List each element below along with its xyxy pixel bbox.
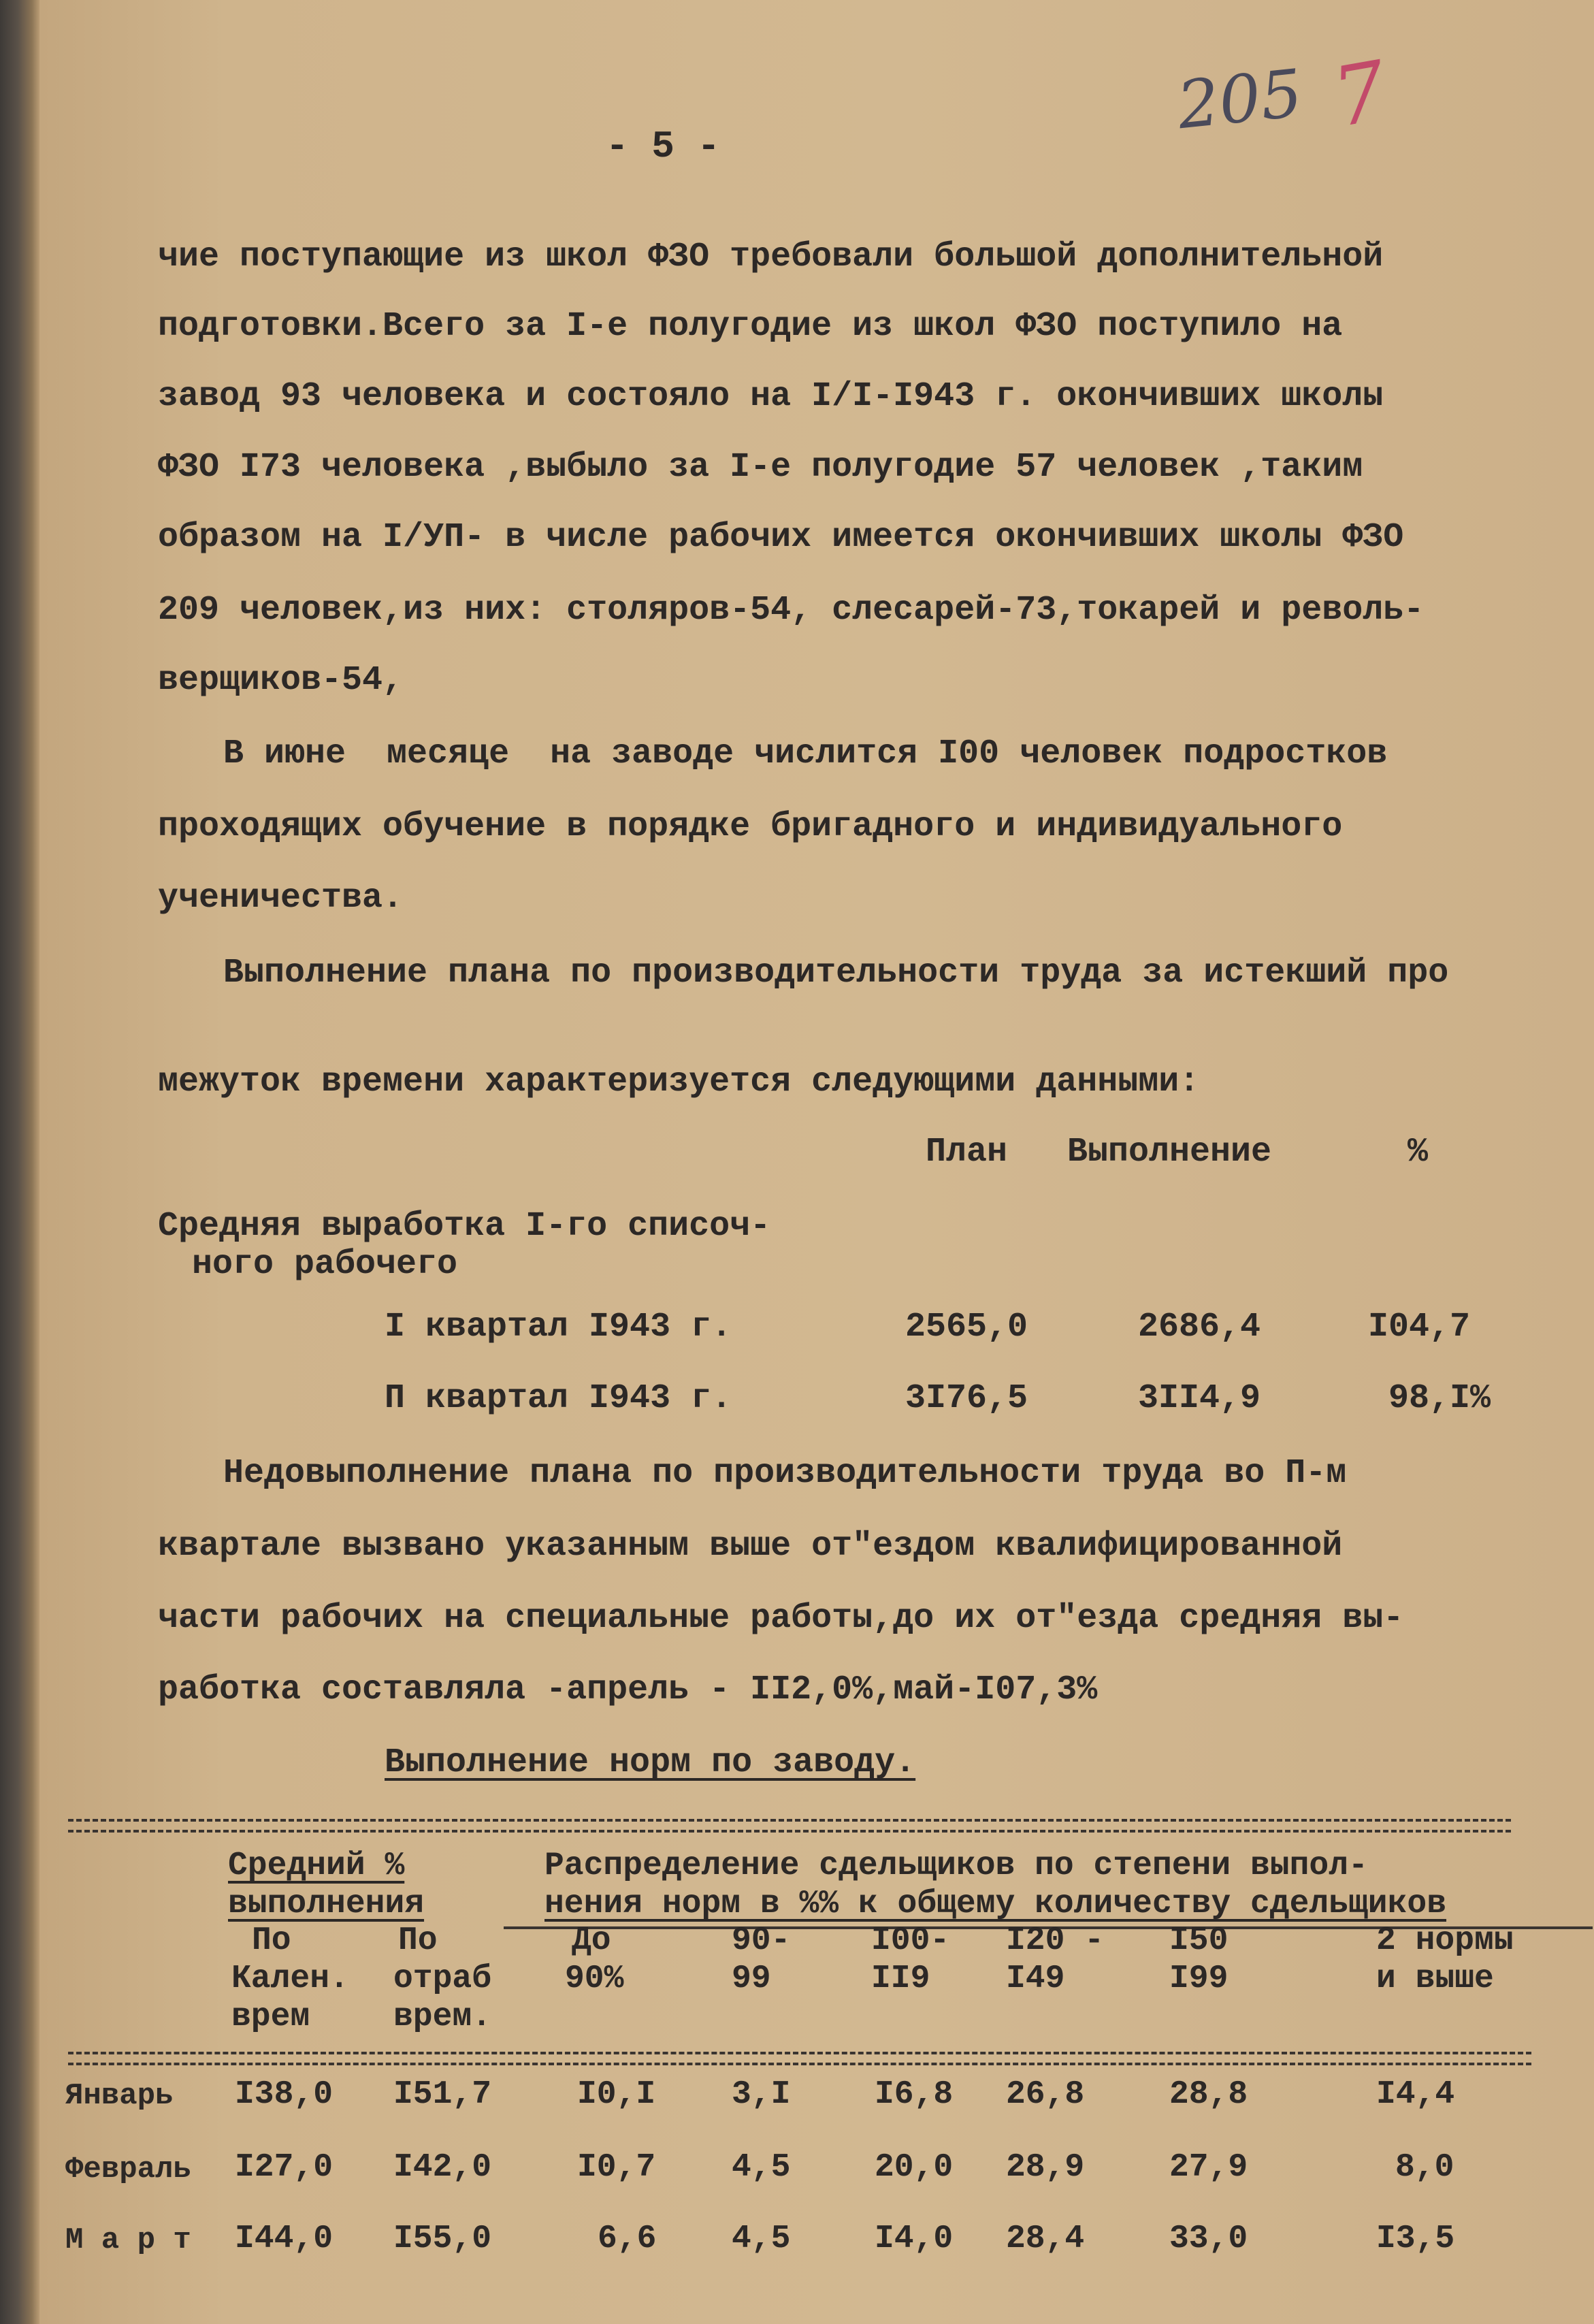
- productivity-plan-value: 3I76,5: [905, 1379, 1028, 1418]
- page-number: - 5 -: [606, 125, 721, 168]
- row-month: Январь: [65, 2079, 174, 2113]
- row-range-value: I6,8: [875, 2076, 954, 2113]
- paragraph1-line: 209 человек,из них: столяров-54, слесарей-73,токарей и револь-: [158, 591, 1425, 630]
- paragraph4-line: части рабочих на специальные работы,до их от"езда средняя вы-: [158, 1599, 1404, 1638]
- row-range-value: 8,0: [1395, 2149, 1454, 2186]
- paragraph4-line: квартале вызвано указанным выше от"ездом квалифицированной: [158, 1527, 1343, 1566]
- row-range-value: 20,0: [875, 2149, 954, 2186]
- paragraph3-line: межуток времени характеризуется следующими данными:: [158, 1063, 1200, 1101]
- row-range-value: 33,0: [1169, 2221, 1248, 2257]
- paragraph4-line: Недовыполнение плана по производительности труда во П-м: [223, 1454, 1347, 1493]
- paragraph2-line: В июне месяце на заводе числится I00 человек подростков: [223, 735, 1388, 773]
- row-work-value: I55,0: [393, 2221, 492, 2257]
- productivity-period: П квартал I943 г.: [385, 1379, 732, 1418]
- productivity-label: Средняя выработка I-го списоч-: [158, 1207, 771, 1246]
- paragraph3-line: Выполнение плана по производительности труда за истекший про: [223, 954, 1449, 992]
- row-cal-value: I44,0: [235, 2221, 334, 2257]
- norms-title: Выполнение норм по заводу.: [385, 1743, 916, 1782]
- paragraph1-line: чие поступающие из школ ФЗО требовали большой дополнительной: [158, 238, 1384, 276]
- productivity-header-plan: План: [926, 1133, 1008, 1172]
- row-range-value: 28,4: [1006, 2221, 1085, 2257]
- productivity-percent-value: I04,7: [1368, 1308, 1471, 1346]
- paragraph1-line: верщиков-54,: [158, 661, 404, 700]
- binding-edge: [0, 0, 39, 2324]
- archive-number: 205: [1173, 54, 1306, 144]
- row-range-value: 3,I: [732, 2076, 791, 2113]
- row-range-value: 27,9: [1169, 2149, 1248, 2186]
- productivity-execution-value: 3II4,9: [1138, 1379, 1261, 1418]
- productivity-period: I квартал I943 г.: [385, 1308, 732, 1346]
- row-range-value: 6,6: [598, 2221, 657, 2257]
- col-work-header: По: [398, 1922, 438, 1959]
- row-range-value: I4,4: [1376, 2076, 1455, 2113]
- col-cal-header: По: [252, 1922, 291, 1959]
- col-cal-header: врем: [231, 1999, 310, 2035]
- row-range-value: I3,5: [1376, 2221, 1455, 2257]
- row-cal-value: I27,0: [235, 2149, 334, 2186]
- avg-title: Средний %: [228, 1847, 405, 1884]
- productivity-header-percent: %: [1408, 1133, 1429, 1172]
- row-work-value: I42,0: [393, 2149, 492, 2186]
- dist-title: Распределение сдельщиков по степени выпол-: [544, 1847, 1368, 1884]
- avg-title: выполнения: [228, 1886, 425, 1922]
- col-cal-header: Кален.: [231, 1960, 349, 1997]
- row-month: Февраль: [65, 2152, 191, 2186]
- row-range-value: 28,8: [1169, 2076, 1248, 2113]
- row-cal-value: I38,0: [235, 2076, 334, 2113]
- productivity-label: ного рабочего: [192, 1245, 458, 1284]
- range-header: I20 -: [1006, 1922, 1105, 1959]
- paragraph2-line: ученичества.: [158, 879, 404, 918]
- range-header: и выше: [1376, 1960, 1494, 1997]
- productivity-percent-value: 98,I%: [1388, 1379, 1491, 1418]
- range-header: 90%: [565, 1960, 624, 1997]
- range-header: I99: [1169, 1960, 1229, 1997]
- productivity-plan-value: 2565,0: [905, 1308, 1028, 1346]
- range-header: I49: [1006, 1960, 1065, 1997]
- dist-title: нения норм в %% к общему количеству сдельщиков: [544, 1886, 1447, 1922]
- range-header: 99: [732, 1960, 771, 1997]
- range-header: 2 нормы: [1376, 1922, 1514, 1959]
- row-range-value: 4,5: [732, 2221, 791, 2257]
- row-month: М а р т: [65, 2223, 191, 2257]
- table-top-rule: [68, 1819, 1511, 1822]
- col-work-header: врем.: [393, 1999, 492, 2035]
- row-range-value: I0,7: [577, 2149, 656, 2186]
- paragraph2-line: проходящих обучение в порядке бригадного и индивидуального: [158, 807, 1343, 846]
- range-header: До: [572, 1922, 611, 1959]
- productivity-execution-value: 2686,4: [1138, 1308, 1261, 1346]
- archive-struck-number: 7: [1326, 44, 1394, 146]
- range-header: II9: [871, 1960, 930, 1997]
- col-work-header: отраб: [393, 1960, 492, 1997]
- row-range-value: 26,8: [1006, 2076, 1085, 2113]
- paragraph1-line: завод 93 человека и состояло на I/I-I943 г. окончивших школы: [158, 377, 1384, 416]
- table-top-rule: [68, 1830, 1511, 1833]
- table-header-rule: [68, 2063, 1531, 2065]
- paragraph4-line: работка составляла -апрель - II2,0%,май-I07,3%: [158, 1671, 1098, 1709]
- row-range-value: 28,9: [1006, 2149, 1085, 2186]
- range-header: 90-: [732, 1922, 791, 1959]
- productivity-header-execution: Выполнение: [1067, 1133, 1272, 1172]
- paragraph1-line: ФЗО I73 человека ,выбыло за I-е полугодие 57 человек ,таким: [158, 448, 1363, 487]
- row-range-value: 4,5: [732, 2149, 791, 2186]
- row-range-value: I4,0: [875, 2221, 954, 2257]
- row-work-value: I51,7: [393, 2076, 492, 2113]
- paragraph1-line: подготовки.Всего за I-е полугодие из школ ФЗО поступило на: [158, 307, 1343, 346]
- paragraph1-line: образом на I/УП- в числе рабочих имеется окончивших школы ФЗО: [158, 518, 1404, 557]
- range-header: I00-: [871, 1922, 950, 1959]
- table-header-rule: [68, 2052, 1531, 2054]
- row-range-value: I0,I: [577, 2076, 656, 2113]
- range-header: I50: [1169, 1922, 1229, 1959]
